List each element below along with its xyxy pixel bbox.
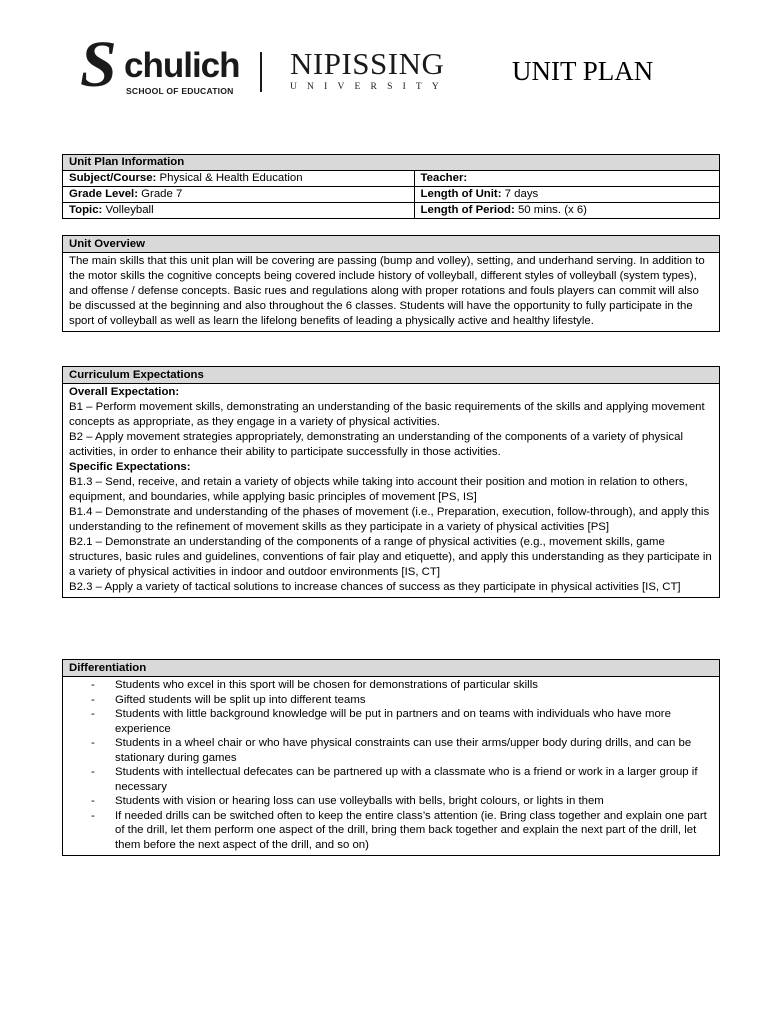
field-label: Topic:	[69, 204, 103, 217]
differentiation-section	[62, 659, 720, 856]
unit-overview-body	[63, 253, 719, 331]
bullet-dash: -	[91, 679, 95, 691]
bullet-dash: -	[91, 795, 95, 807]
nipissing-logo-name: NIPISSING	[290, 46, 445, 81]
nipissing-logo-subtitle: UNIVERSITY	[290, 82, 449, 92]
grade-level-cell	[63, 187, 415, 203]
differentiation-list	[63, 677, 719, 855]
field-label: Length of Period:	[420, 204, 515, 217]
logo-divider	[260, 52, 262, 92]
list-item-text: Students with intellectual defecates can be partnered up with a classmate who is a friend or work in a larger group if necessary	[115, 766, 698, 793]
teacher-cell	[414, 171, 719, 187]
unit-plan-information-table	[62, 154, 720, 219]
expectation-item: B1.4 – Demonstrate and understanding of the phases of movement (i.e., Preparation, execution, follow-through), and apply this understanding to the refinement of movement skills as they participate in a variety of physical activities [PS]	[69, 506, 710, 533]
schulich-logo-subtitle: SCHOOL OF EDUCATION	[126, 86, 234, 96]
page-header	[0, 0, 768, 130]
subject-course-cell	[63, 171, 415, 187]
table-row	[63, 203, 720, 219]
list-item-text: Students who excel in this sport will be chosen for demonstrations of particular skills	[115, 679, 538, 691]
expectation-item: B1 – Perform movement skills, demonstrating an understanding of the basic requirements of the skills and applying movement concepts as appropriate, as they engage in a variety of physical activities.	[69, 401, 705, 428]
unit-overview-heading: Unit Overview	[63, 236, 719, 253]
differentiation-heading: Differentiation	[63, 660, 719, 677]
bullet-dash: -	[91, 766, 95, 778]
field-label: Length of Unit:	[420, 188, 502, 201]
list-item	[63, 693, 719, 708]
table-row	[63, 187, 720, 203]
bullet-dash: -	[91, 693, 95, 706]
bullet-dash: -	[91, 809, 95, 822]
curriculum-expectations-section	[62, 366, 720, 598]
nipissing-logo	[290, 48, 466, 93]
table-header-row	[63, 155, 720, 171]
document-title: UNIT PLAN	[512, 56, 654, 86]
institution-logos	[62, 22, 480, 118]
list-item	[63, 736, 719, 765]
list-item-text: Gifted students will be split up into different teams	[115, 693, 366, 706]
field-label: Teacher:	[420, 172, 468, 185]
field-label: Subject/Course:	[69, 172, 157, 185]
list-item	[63, 765, 719, 794]
field-value: Physical & Health Education	[156, 172, 303, 185]
expectation-item: B1.3 – Send, receive, and retain a variety of objects while taking into account their position and motion in relation to others, equipment, and boundaries, while applying basic principles of movement [PS, IS]	[69, 476, 688, 503]
schulich-logo	[80, 28, 240, 101]
schulich-logo-initial: S	[80, 28, 117, 101]
field-value: Grade 7	[138, 188, 183, 201]
overall-expectation-label: Overall Expectation:	[69, 386, 180, 398]
specific-expectations-label: Specific Expectations:	[69, 461, 191, 473]
bullet-dash: -	[91, 708, 95, 720]
unit-plan-information-heading: Unit Plan Information	[63, 155, 720, 171]
length-of-unit-cell	[414, 187, 719, 203]
table-row	[63, 171, 720, 187]
field-value: 7 days	[501, 188, 539, 201]
list-item-text: Students in a wheel chair or who have physical constraints can use their arms/upper body during drills, and can be stationary during games	[115, 737, 692, 764]
schulich-logo-name: chulich	[124, 46, 240, 85]
list-item-text: If needed drills can be switched often to keep the entire class’s attention (ie. Bring class together and explain one part of the drill, let them perform one aspect of the drill, bring them back together and explain the next part of the drill, let them before the next aspect of the drill, and so on)	[115, 809, 707, 851]
expectation-item: B2.3 – Apply a variety of tactical solutions to increase chances of success as they participate in physical activities [IS, CT]	[69, 581, 681, 593]
list-item	[63, 678, 719, 693]
list-item-text: Students with vision or hearing loss can use volleyballs with bells, bright colours, or lights in them	[115, 795, 604, 807]
list-item	[63, 809, 719, 853]
topic-cell	[63, 203, 415, 219]
field-value: Volleyball	[102, 204, 154, 217]
list-item	[63, 707, 719, 736]
length-of-period-cell	[414, 203, 719, 219]
bullet-dash: -	[91, 737, 95, 749]
curriculum-expectations-body	[63, 384, 719, 597]
field-value: 50 mins. (x 6)	[514, 204, 587, 217]
list-item	[63, 794, 719, 809]
unit-overview-text: The main skills that this unit plan will be covering are passing (bump and volley), setting, and underhand serving. In addition to the motor skills the cognitive concepts being covered include history of volleyball, different styles of volleyball (system types), and offense / defense concepts. Basic rues and regulations along with proper rotations and fouls players can commit will also be discussed at the beginning and also throughout the 6 classes. Students will have the opportunity to fully participate in the sport of volleyball as well as learn the lifelong benefits of leading a physically active and healthy lifestyle.	[69, 255, 705, 327]
curriculum-expectations-heading: Curriculum Expectations	[63, 367, 719, 384]
unit-overview-section	[62, 235, 720, 332]
list-item-text: Students with little background knowledge will be put in partners and on teams with individuals who have more experience	[115, 708, 671, 735]
expectation-item: B2.1 – Demonstrate an understanding of the components of a range of physical activities (e.g., movement skills, game structures, basic rules and guidelines, conventions of fair play and etiquette), and apply this understanding as they participate in a variety of physical activities in indoor and outdoor environments [IS, CT]	[69, 536, 712, 578]
field-label: Grade Level:	[69, 188, 139, 201]
expectation-item: B2 – Apply movement strategies appropriately, demonstrating an understanding of the components of a variety of physical activities, in order to enhance their ability to participate successfully in those activities.	[69, 431, 683, 458]
